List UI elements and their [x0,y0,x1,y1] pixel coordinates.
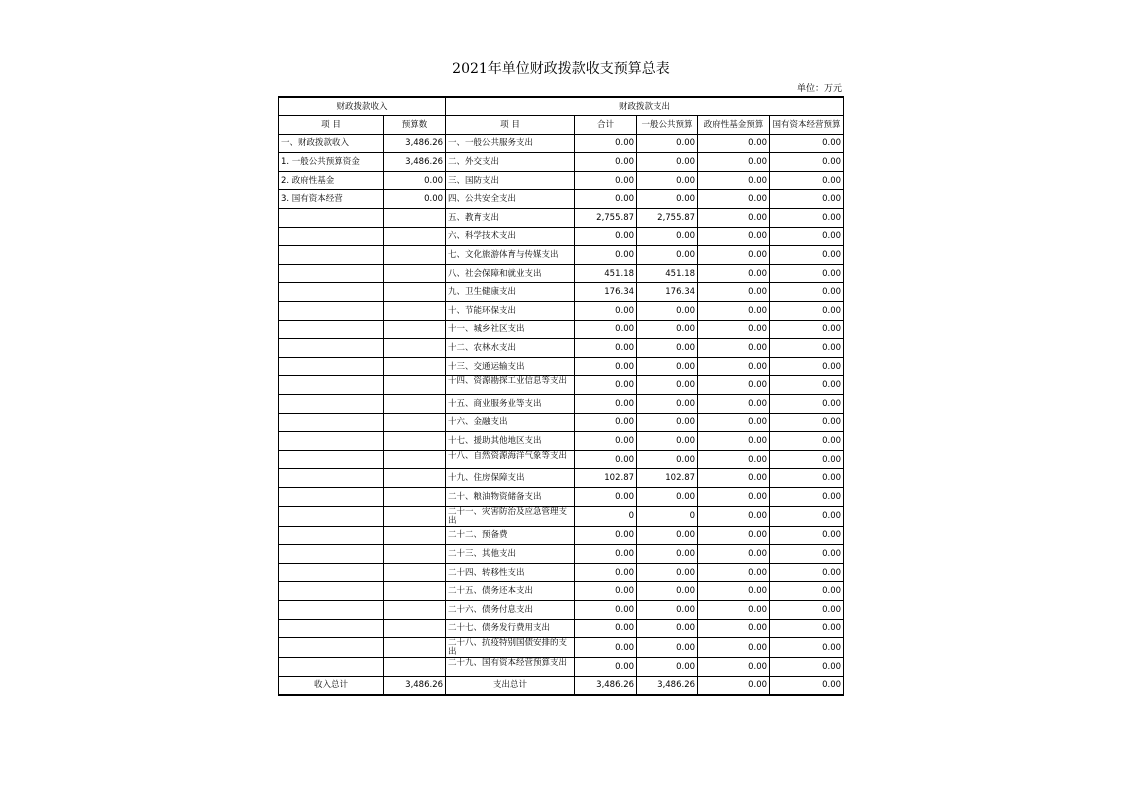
expense-item-cell: 一、一般公共服务支出 [446,134,575,153]
income-value-cell [384,395,446,414]
expense-general-cell: 0.00 [637,302,698,321]
table-row [279,638,844,658]
income-value-cell [384,413,446,432]
expense-general-cell: 0.00 [637,413,698,432]
expense-general-cell: 0.00 [637,134,698,153]
expense-state-capital-cell: 0.00 [770,227,844,246]
col-header-budget: 预算数 [384,116,446,135]
expense-total-cell: 0.00 [575,658,637,677]
expense-item-cell: 二十八、抗疫特别国债安排的支出 [446,638,575,658]
expense-state-capital-cell: 0.00 [770,563,844,582]
col-header-exp-item: 项 目 [446,116,575,135]
table-row [279,413,844,432]
expense-gov-fund-cell: 0.00 [698,450,770,469]
table-row [279,582,844,601]
expense-state-capital-cell: 0.00 [770,171,844,190]
expense-item-cell: 二十七、债务发行费用支出 [446,619,575,638]
table-row [279,190,844,209]
table-row [279,264,844,283]
expense-total-sum: 3,486.26 [575,676,637,695]
income-item-cell [279,638,384,658]
expense-total-cell: 0.00 [575,432,637,451]
expense-general-cell: 0.00 [637,545,698,564]
expense-total-cell: 0.00 [575,190,637,209]
col-header-general: 一般公共预算 [637,116,698,135]
expense-total-cell: 0.00 [575,619,637,638]
expense-state-capital-cell: 0.00 [770,450,844,469]
expense-state-capital-cell: 0.00 [770,582,844,601]
income-item-cell [279,432,384,451]
expense-item-cell: 二十三、其他支出 [446,545,575,564]
expense-general-cell: 0.00 [637,357,698,376]
expense-item-cell: 十五、商业服务业等支出 [446,395,575,414]
income-total-value: 3,486.26 [384,676,446,695]
income-value-cell [384,582,446,601]
income-item-cell: 2. 政府性基金 [279,171,384,190]
expense-gov-fund-cell: 0.00 [698,339,770,358]
income-item-cell [279,487,384,506]
expense-item-cell: 二十四、转移性支出 [446,563,575,582]
expense-state-capital-cell: 0.00 [770,246,844,265]
table-row [279,339,844,358]
expense-total-cell: 0.00 [575,487,637,506]
expense-state-capital-cell: 0.00 [770,320,844,339]
col-header-gov-fund: 政府性基金预算 [698,116,770,135]
expense-item-cell: 十二、农林水支出 [446,339,575,358]
expense-gov-fund-cell: 0.00 [698,134,770,153]
income-value-cell [384,227,446,246]
expense-total-cell: 0.00 [575,376,637,395]
income-item-cell [279,302,384,321]
expense-gov-fund-cell: 0.00 [698,545,770,564]
expense-gov-fund-cell: 0.00 [698,506,770,526]
table-row [279,246,844,265]
expense-general-cell: 0.00 [637,658,698,677]
income-item-cell [279,227,384,246]
table-row [279,469,844,488]
expense-state-capital-cell: 0.00 [770,506,844,526]
income-item-cell [279,246,384,265]
expense-state-capital-cell: 0.00 [770,487,844,506]
expense-general-cell: 0.00 [637,153,698,172]
expense-gov-fund-cell: 0.00 [698,246,770,265]
expense-item-cell: 六、科学技术支出 [446,227,575,246]
expense-general-cell: 102.87 [637,469,698,488]
income-item-cell: 1. 一般公共预算资金 [279,153,384,172]
income-value-cell: 3,486.26 [384,153,446,172]
expense-gov-fund-cell: 0.00 [698,171,770,190]
expense-total-cell: 0.00 [575,395,637,414]
expense-state-capital-cell: 0.00 [770,395,844,414]
expense-gov-fund-cell: 0.00 [698,357,770,376]
table-row [279,506,844,526]
table-row [279,302,844,321]
expense-general-cell: 0.00 [637,190,698,209]
income-value-cell: 0.00 [384,171,446,190]
expense-gov-fund-cell: 0.00 [698,582,770,601]
expense-total-label: 支出总计 [446,676,575,695]
expense-state-capital-sum: 0.00 [770,676,844,695]
expense-group-header: 财政拨款支出 [446,97,844,116]
expense-total-cell: 0.00 [575,563,637,582]
expense-general-cell: 0.00 [637,619,698,638]
income-value-cell [384,638,446,658]
table-row [279,658,844,677]
table-row [279,619,844,638]
expense-gov-fund-cell: 0.00 [698,227,770,246]
col-header-total: 合计 [575,116,637,135]
expense-state-capital-cell: 0.00 [770,264,844,283]
expense-gov-fund-cell: 0.00 [698,638,770,658]
income-item-cell [279,339,384,358]
expense-state-capital-cell: 0.00 [770,638,844,658]
income-value-cell [384,600,446,619]
expense-state-capital-cell: 0.00 [770,357,844,376]
income-item-cell [279,320,384,339]
expense-gov-fund-cell: 0.00 [698,469,770,488]
income-group-header: 财政拨款收入 [279,97,446,116]
income-item-cell: 一、财政拨款收入 [279,134,384,153]
expense-gov-fund-cell: 0.00 [698,619,770,638]
expense-state-capital-cell: 0.00 [770,526,844,545]
expense-general-cell: 0.00 [637,487,698,506]
expense-item-cell: 十七、援助其他地区支出 [446,432,575,451]
budget-table [278,96,844,696]
totals-row [279,676,844,695]
table-row [279,227,844,246]
expense-total-cell: 0.00 [575,320,637,339]
expense-gov-fund-cell: 0.00 [698,190,770,209]
expense-total-cell: 176.34 [575,283,637,302]
expense-state-capital-cell: 0.00 [770,302,844,321]
header-column-row [279,116,844,135]
income-value-cell [384,526,446,545]
expense-item-cell: 九、卫生健康支出 [446,283,575,302]
expense-gov-fund-cell: 0.00 [698,320,770,339]
income-item-cell [279,395,384,414]
expense-state-capital-cell: 0.00 [770,469,844,488]
expense-total-cell: 0.00 [575,227,637,246]
expense-general-cell: 0 [637,506,698,526]
table-row [279,283,844,302]
expense-total-cell: 0.00 [575,545,637,564]
expense-total-cell: 0.00 [575,582,637,601]
expense-state-capital-cell: 0.00 [770,190,844,209]
expense-state-capital-cell: 0.00 [770,600,844,619]
expense-total-cell: 102.87 [575,469,637,488]
expense-total-cell: 0.00 [575,638,637,658]
expense-general-cell: 0.00 [637,171,698,190]
expense-total-cell: 0 [575,506,637,526]
expense-item-cell: 十六、金融支出 [446,413,575,432]
expense-total-cell: 0.00 [575,450,637,469]
expense-item-cell: 二十二、预备费 [446,526,575,545]
expense-gov-fund-cell: 0.00 [698,600,770,619]
income-value-cell [384,320,446,339]
expense-gov-fund-cell: 0.00 [698,658,770,677]
expense-general-cell: 0.00 [637,600,698,619]
expense-item-cell: 三、国防支出 [446,171,575,190]
expense-state-capital-cell: 0.00 [770,658,844,677]
expense-gov-fund-cell: 0.00 [698,153,770,172]
expense-total-cell: 0.00 [575,357,637,376]
income-item-cell [279,413,384,432]
income-value-cell [384,432,446,451]
expense-general-cell: 451.18 [637,264,698,283]
expense-item-cell: 二十一、灾害防治及应急管理支出 [446,506,575,526]
income-item-cell [279,357,384,376]
expense-general-cell: 0.00 [637,320,698,339]
income-total-label: 收入总计 [279,676,384,695]
income-value-cell [384,357,446,376]
expense-gov-fund-cell: 0.00 [698,283,770,302]
expense-gov-fund-cell: 0.00 [698,432,770,451]
expense-total-cell: 0.00 [575,526,637,545]
expense-state-capital-cell: 0.00 [770,283,844,302]
income-item-cell [279,563,384,582]
expense-general-cell: 0.00 [637,638,698,658]
unit-label: 单位：万元 [796,84,842,94]
expense-total-cell: 0.00 [575,600,637,619]
income-value-cell: 3,486.26 [384,134,446,153]
expense-total-cell: 451.18 [575,264,637,283]
expense-gov-fund-cell: 0.00 [698,526,770,545]
income-item-cell [279,582,384,601]
income-value-cell [384,545,446,564]
expense-state-capital-cell: 0.00 [770,376,844,395]
table-row [279,432,844,451]
table-row [279,134,844,153]
income-item-cell [279,376,384,395]
expense-item-cell: 十八、自然资源海洋气象等支出 [446,450,575,469]
income-value-cell [384,450,446,469]
table-row [279,545,844,564]
expense-total-cell: 2,755.87 [575,209,637,228]
income-item-cell [279,619,384,638]
expense-item-cell: 五、教育支出 [446,209,575,228]
table-row [279,563,844,582]
income-item-cell [279,506,384,526]
expense-item-cell: 十九、住房保障支出 [446,469,575,488]
expense-item-cell: 二、外交支出 [446,153,575,172]
income-value-cell [384,339,446,358]
table-row [279,450,844,469]
income-value-cell [384,487,446,506]
expense-total-cell: 0.00 [575,134,637,153]
table-row [279,600,844,619]
expense-state-capital-cell: 0.00 [770,413,844,432]
expense-general-cell: 0.00 [637,246,698,265]
expense-gov-fund-cell: 0.00 [698,376,770,395]
expense-general-cell: 0.00 [637,227,698,246]
income-item-cell [279,600,384,619]
expense-item-cell: 十一、城乡社区支出 [446,320,575,339]
expense-total-cell: 0.00 [575,171,637,190]
expense-state-capital-cell: 0.00 [770,209,844,228]
income-item-cell [279,450,384,469]
expense-gov-fund-cell: 0.00 [698,487,770,506]
expense-general-cell: 0.00 [637,376,698,395]
page-title: 2021年单位财政拨款收支预算总表 [452,61,670,77]
income-value-cell [384,469,446,488]
expense-gov-fund-cell: 0.00 [698,209,770,228]
expense-item-cell: 二十、粮油物资储备支出 [446,487,575,506]
expense-gov-fund-cell: 0.00 [698,302,770,321]
income-item-cell: 3. 国有资本经营 [279,190,384,209]
table-row [279,526,844,545]
table-row [279,395,844,414]
expense-total-cell: 0.00 [575,153,637,172]
expense-item-cell: 七、文化旅游体育与传媒支出 [446,246,575,265]
expense-general-cell: 2,755.87 [637,209,698,228]
income-value-cell [384,506,446,526]
expense-item-cell: 四、公共安全支出 [446,190,575,209]
expense-gov-fund-cell: 0.00 [698,563,770,582]
expense-state-capital-cell: 0.00 [770,153,844,172]
expense-general-cell: 0.00 [637,339,698,358]
income-item-cell [279,658,384,677]
table-row [279,209,844,228]
expense-gov-fund-cell: 0.00 [698,395,770,414]
table-row [279,320,844,339]
income-value-cell [384,658,446,677]
expense-state-capital-cell: 0.00 [770,545,844,564]
income-value-cell: 0.00 [384,190,446,209]
expense-item-cell: 十、节能环保支出 [446,302,575,321]
expense-gov-fund-sum: 0.00 [698,676,770,695]
expense-state-capital-cell: 0.00 [770,339,844,358]
expense-total-cell: 0.00 [575,246,637,265]
expense-item-cell: 十三、交通运输支出 [446,357,575,376]
income-item-cell [279,469,384,488]
income-item-cell [279,264,384,283]
expense-total-cell: 0.00 [575,413,637,432]
expense-general-cell: 0.00 [637,526,698,545]
col-header-item: 项 目 [279,116,384,135]
income-value-cell [384,376,446,395]
expense-general-sum: 3,486.26 [637,676,698,695]
expense-state-capital-cell: 0.00 [770,134,844,153]
table-row [279,171,844,190]
income-item-cell [279,283,384,302]
expense-gov-fund-cell: 0.00 [698,413,770,432]
expense-item-cell: 二十九、国有资本经营预算支出 [446,658,575,677]
income-value-cell [384,209,446,228]
income-value-cell [384,302,446,321]
income-item-cell [279,526,384,545]
table-row [279,487,844,506]
expense-general-cell: 0.00 [637,450,698,469]
expense-item-cell: 二十五、债务还本支出 [446,582,575,601]
table-row [279,357,844,376]
income-value-cell [384,283,446,302]
expense-general-cell: 0.00 [637,432,698,451]
expense-general-cell: 0.00 [637,395,698,414]
expense-general-cell: 0.00 [637,563,698,582]
expense-total-cell: 0.00 [575,302,637,321]
table-row [279,376,844,395]
income-value-cell [384,264,446,283]
expense-item-cell: 十四、资源勘探工业信息等支出 [446,376,575,395]
expense-total-cell: 0.00 [575,339,637,358]
table-row [279,153,844,172]
expense-state-capital-cell: 0.00 [770,432,844,451]
expense-general-cell: 0.00 [637,582,698,601]
income-item-cell [279,545,384,564]
income-value-cell [384,563,446,582]
col-header-state-capital: 国有资本经营预算 [770,116,844,135]
header-group-row [279,97,844,116]
income-value-cell [384,619,446,638]
expense-item-cell: 八、社会保障和就业支出 [446,264,575,283]
income-item-cell [279,209,384,228]
expense-gov-fund-cell: 0.00 [698,264,770,283]
expense-item-cell: 二十六、债务付息支出 [446,600,575,619]
income-value-cell [384,246,446,265]
expense-general-cell: 176.34 [637,283,698,302]
expense-state-capital-cell: 0.00 [770,619,844,638]
